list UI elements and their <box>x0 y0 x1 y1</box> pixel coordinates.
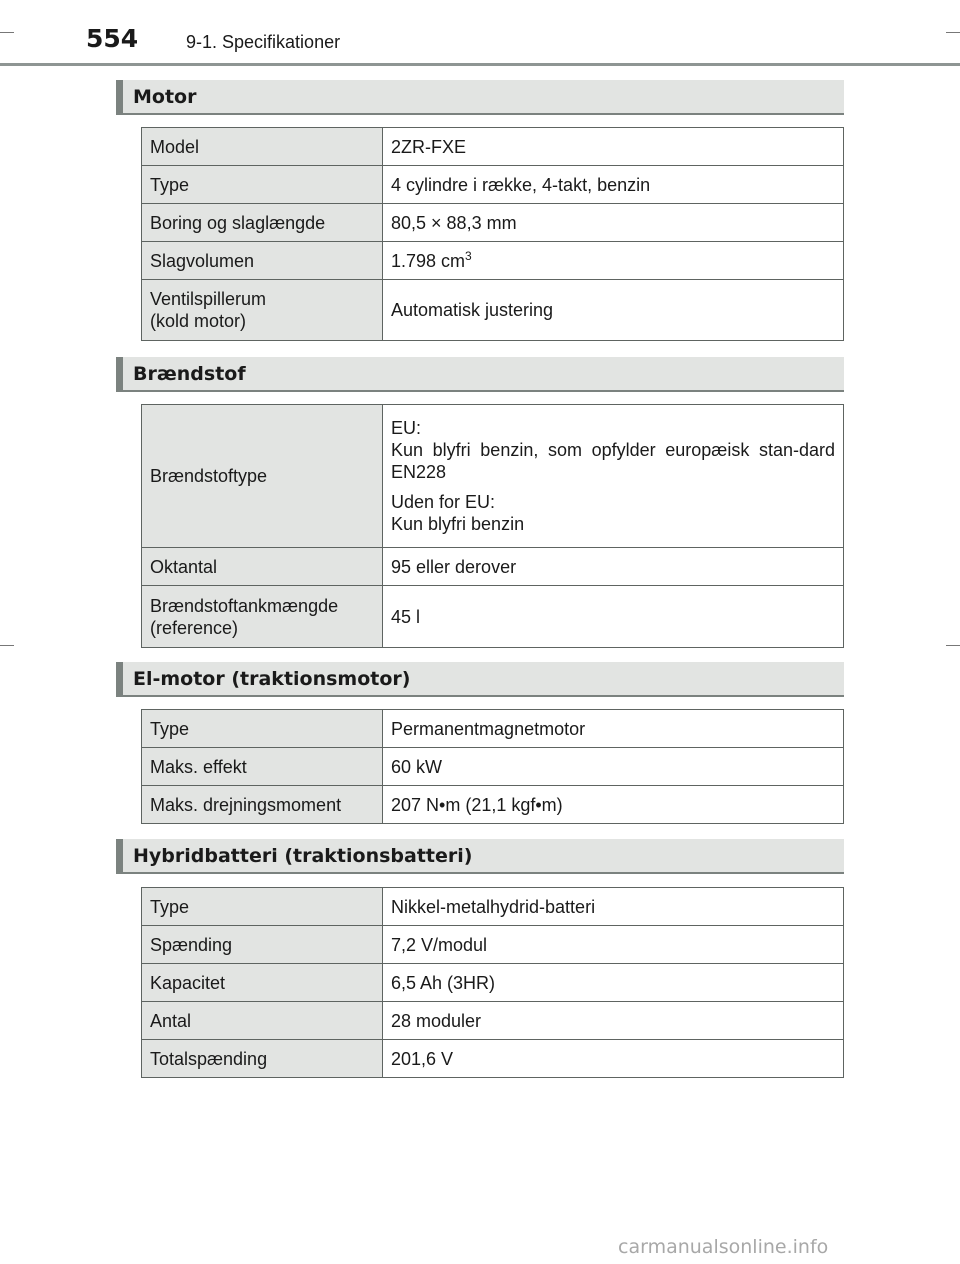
spec-label: Slagvolumen <box>142 242 383 280</box>
table-row <box>142 710 844 748</box>
crop-mark <box>946 32 960 33</box>
value-line: EU: <box>391 418 422 438</box>
table-row <box>142 166 844 204</box>
spec-value: 60 kW <box>383 748 844 786</box>
fuel-spec-table <box>141 404 844 648</box>
table-row <box>142 280 844 341</box>
value-paragraph <box>391 417 835 483</box>
spec-value: Permanentmagnetmotor <box>383 710 844 748</box>
table-row <box>142 1040 844 1078</box>
watermark: carmanualsonline.info <box>618 1236 829 1258</box>
label-line: (kold motor) <box>150 311 247 331</box>
value-line: Kun blyfri benzin <box>391 514 525 534</box>
spec-value: 201,6 V <box>383 1040 844 1078</box>
label-line: Brændstoftankmængde <box>150 595 339 616</box>
spec-value: 207 N•m (21,1 kgf•m) <box>383 786 844 824</box>
table-row <box>142 926 844 964</box>
spec-value: 80,5 × 88,3 mm <box>383 204 844 242</box>
table-row <box>142 888 844 926</box>
motor-spec-table <box>141 127 844 341</box>
label-line: (reference) <box>150 617 239 638</box>
spec-label: Totalspænding <box>142 1040 383 1078</box>
section-title: El-motor (traktionsmotor) <box>133 668 411 690</box>
superscript: 3 <box>465 248 472 263</box>
value-line: Uden for EU: <box>391 492 496 512</box>
spec-label: Type <box>142 710 383 748</box>
spec-value: 4 cylindre i række, 4-takt, benzin <box>383 166 844 204</box>
section-header-motor <box>116 80 844 115</box>
section-title: Hybridbatteri (traktionsbatteri) <box>133 845 473 867</box>
spec-label: Boring og slaglængde <box>142 204 383 242</box>
spec-label: Model <box>142 128 383 166</box>
section-header-el-motor <box>116 662 844 697</box>
spec-label: Oktantal <box>142 548 383 586</box>
section-header-hybridbatteri <box>116 839 844 874</box>
spec-value: Automatisk justering <box>383 280 844 341</box>
spec-value: 2ZR-FXE <box>383 128 844 166</box>
spec-label: Kapacitet <box>142 964 383 1002</box>
spec-label: Type <box>142 166 383 204</box>
spec-label <box>142 586 383 648</box>
value-paragraph <box>391 491 835 535</box>
label-line: Ventilspillerum <box>150 289 267 309</box>
spec-value: 45 l <box>383 586 844 648</box>
spec-label: Spænding <box>142 926 383 964</box>
page-number: 554 <box>86 24 139 53</box>
table-row <box>142 242 844 280</box>
spec-value: 28 moduler <box>383 1002 844 1040</box>
spec-value <box>383 242 844 280</box>
spec-label: Antal <box>142 1002 383 1040</box>
spec-value <box>383 405 844 548</box>
table-row <box>142 748 844 786</box>
section-accent <box>116 662 123 695</box>
crop-mark <box>946 645 960 646</box>
chapter-title: 9-1. Specifikationer <box>186 32 341 52</box>
table-row <box>142 128 844 166</box>
value-text: 1.798 cm <box>391 250 466 271</box>
section-header-braendstof <box>116 357 844 392</box>
table-row <box>142 1002 844 1040</box>
value-line: Kun blyfri benzin, som opfylder europæisk stan-dard EN228 <box>391 440 835 482</box>
table-row <box>142 964 844 1002</box>
section-accent <box>116 357 123 390</box>
spec-label: Maks. effekt <box>142 748 383 786</box>
section-title: Brændstof <box>133 363 246 385</box>
section-title: Motor <box>133 86 197 108</box>
table-row <box>142 786 844 824</box>
electric-motor-spec-table <box>141 709 844 824</box>
section-accent <box>116 839 123 872</box>
hybrid-battery-spec-table <box>141 887 844 1078</box>
table-row <box>142 548 844 586</box>
spec-value: 7,2 V/modul <box>383 926 844 964</box>
spec-label: Maks. drejningsmoment <box>142 786 383 824</box>
spec-label: Brændstoftype <box>142 405 383 548</box>
spec-label <box>142 280 383 341</box>
spec-value: 95 eller derover <box>383 548 844 586</box>
table-row <box>142 586 844 648</box>
section-accent <box>116 80 123 113</box>
crop-mark <box>0 645 14 646</box>
table-row <box>142 204 844 242</box>
header-rule <box>0 63 960 66</box>
spec-value: Nikkel-metalhydrid-batteri <box>383 888 844 926</box>
spec-label: Type <box>142 888 383 926</box>
spec-value: 6,5 Ah (3HR) <box>383 964 844 1002</box>
table-row <box>142 405 844 548</box>
crop-mark <box>0 32 14 33</box>
